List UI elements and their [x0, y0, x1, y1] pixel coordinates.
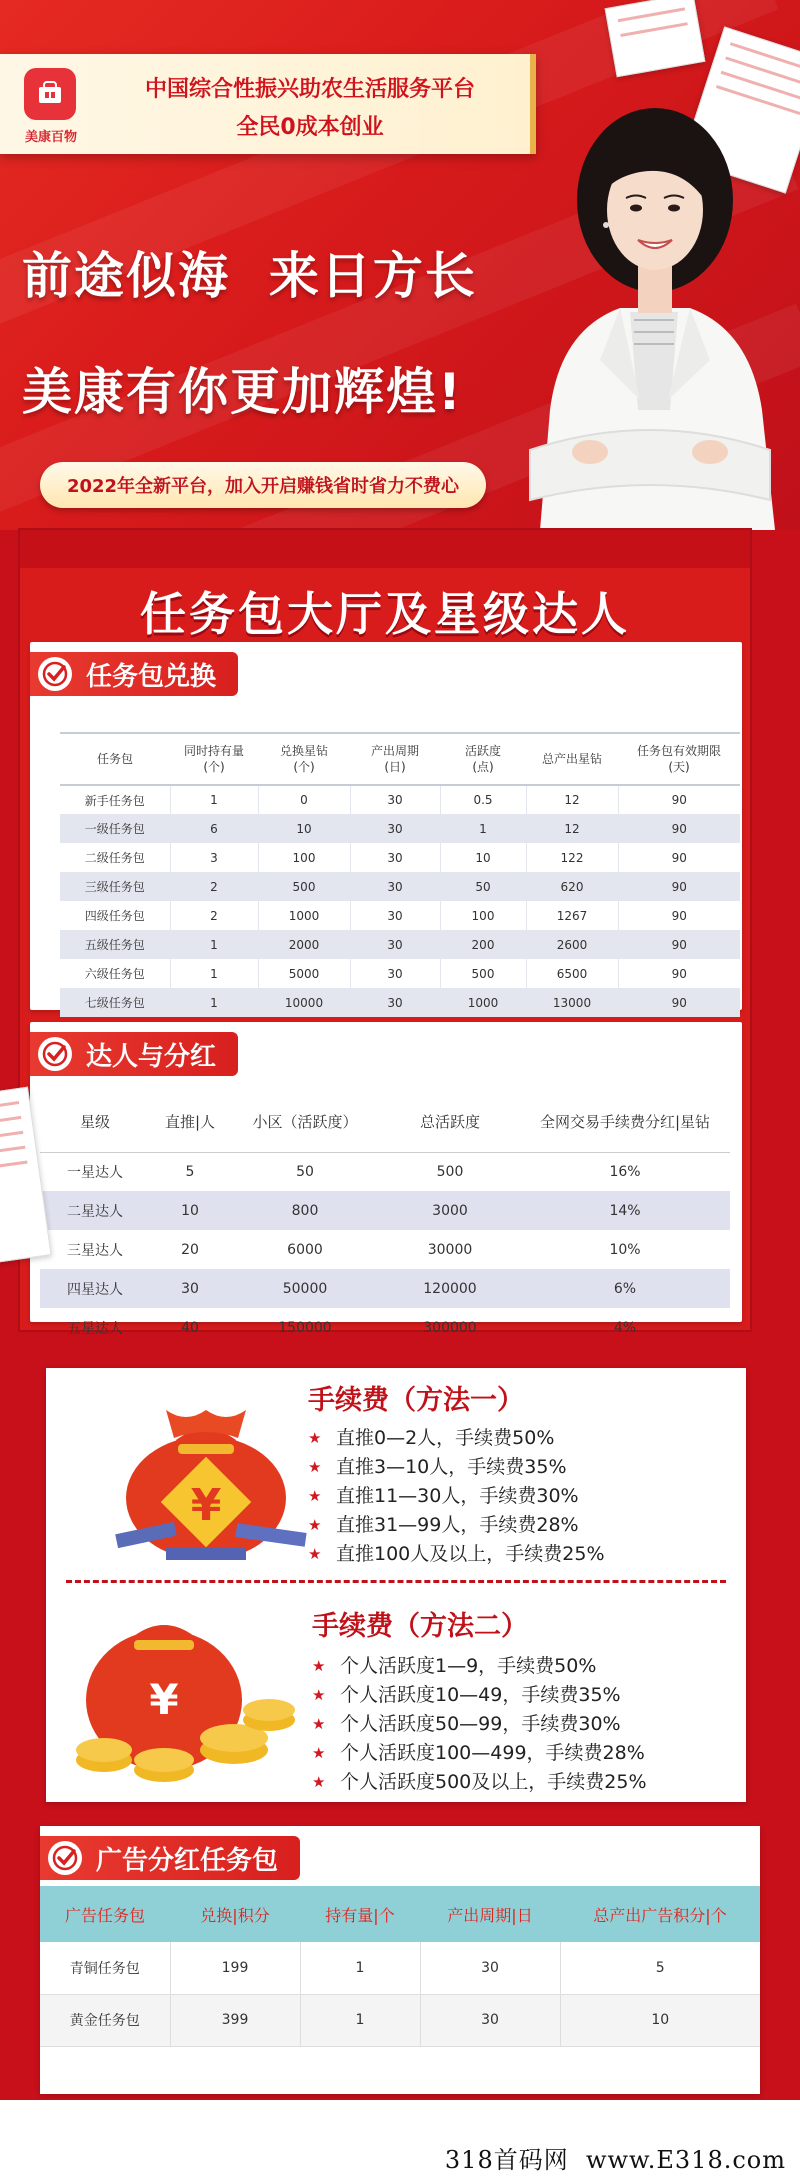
table-cell: 50	[440, 872, 526, 901]
table-cell: 黄金任务包	[40, 1994, 170, 2046]
table-cell: 二级任务包	[60, 843, 170, 872]
table-cell: 30	[350, 785, 440, 814]
table-cell: 3	[170, 843, 258, 872]
fee-item-text: 直推100人及以上，手续费25%	[336, 1543, 605, 1565]
checkmark-icon	[38, 1037, 72, 1071]
fee-item-text: 个人活跃度1—9，手续费50%	[340, 1655, 597, 1677]
column-header: 小区（活跃度）	[252, 1113, 358, 1132]
fee-item	[308, 1511, 605, 1540]
table-cell: 30	[150, 1269, 230, 1308]
table-cell: 5	[560, 1942, 760, 1994]
table-cell: 三级任务包	[60, 872, 170, 901]
table-cell: 620	[526, 872, 618, 901]
fee-item-text: 个人活跃度500及以上，手续费25%	[340, 1771, 647, 1793]
table-cell: 10	[150, 1191, 230, 1230]
star-icon: ★	[308, 1487, 322, 1505]
fee-item	[308, 1540, 605, 1569]
table-cell: 800	[230, 1191, 380, 1230]
dashed-divider	[66, 1580, 726, 1583]
column-header: 总活跃度	[419, 1113, 480, 1132]
expert-card	[30, 1022, 742, 1337]
table-cell: 2600	[526, 930, 618, 959]
column-header: 直推|人	[164, 1113, 216, 1132]
table-cell: 30	[350, 959, 440, 988]
table-cell: 14%	[520, 1191, 730, 1230]
table-row	[40, 1230, 730, 1269]
table-cell: 0	[258, 785, 350, 814]
fee-item-text: 直推0—2人，手续费50%	[336, 1427, 555, 1449]
table-cell: 一级任务包	[60, 814, 170, 843]
table-row	[40, 1152, 730, 1191]
brand-name: 美康百物	[24, 130, 77, 145]
brand-banner	[0, 54, 536, 154]
businesswoman-illustration	[500, 80, 800, 530]
table-cell: 10%	[609, 1241, 641, 1258]
table-cell: 五星达人	[67, 1320, 123, 1337]
promo-pill: 2022年全新平台，加入开启赚钱省时省力不费心	[40, 462, 486, 508]
fee-section	[46, 1368, 746, 1802]
slogan-line-2: 美康有你更加辉煌!	[22, 363, 463, 421]
table-cell: 16%	[520, 1152, 730, 1191]
table-cell: 300000	[423, 1319, 477, 1336]
table-cell: 青铜任务包	[40, 1942, 170, 1994]
fee-item	[312, 1710, 647, 1739]
table-cell: 50000	[230, 1269, 380, 1308]
fee-item	[312, 1768, 647, 1797]
table-cell: 0.5	[440, 785, 526, 814]
table-cell: 10000	[258, 988, 350, 1017]
expert-tag-label: 达人与分红	[86, 1041, 217, 1072]
table-cell: 1	[170, 959, 258, 988]
fee-item-text: 直推31—99人，手续费28%	[336, 1514, 579, 1536]
fee-item-text: 直推3—10人，手续费35%	[336, 1456, 567, 1478]
table-cell: 30	[350, 814, 440, 843]
expert-tag	[30, 1032, 238, 1076]
table-cell: 90	[671, 966, 687, 981]
star-icon: ★	[312, 1773, 326, 1791]
table-cell: 6%	[520, 1269, 730, 1308]
column-header: 活跃度 (点)	[440, 733, 526, 785]
table-cell: 1	[170, 988, 258, 1017]
table-cell: 90	[618, 814, 740, 843]
table-cell: 4%	[613, 1319, 637, 1336]
table-cell: 1267	[526, 901, 618, 930]
star-icon: ★	[308, 1458, 322, 1476]
table-cell: 200	[440, 930, 526, 959]
column-header: 全网交易手续费分红|星钻	[539, 1113, 711, 1132]
table-header-row	[40, 1092, 730, 1152]
task-package-tag	[30, 652, 238, 696]
ad-task-tag	[40, 1836, 300, 1880]
table-row	[60, 814, 740, 843]
table-row	[60, 872, 740, 901]
table-row	[40, 1942, 760, 1994]
table-cell: 三星达人	[67, 1242, 123, 1259]
table-cell: 1000	[440, 988, 526, 1017]
table-cell: 199	[170, 1942, 300, 1994]
table-cell: 12	[526, 785, 618, 814]
ad-task-tag-label: 广告分红任务包	[96, 1845, 279, 1876]
column-header: 持有量|个	[300, 1886, 420, 1942]
star-icon: ★	[312, 1686, 326, 1704]
table-cell: 20	[181, 1241, 199, 1258]
column-header: 产出周期|日	[420, 1886, 560, 1942]
table-cell: 40	[181, 1319, 199, 1336]
task-package-table	[60, 732, 740, 1017]
hall-top-band	[20, 530, 750, 568]
column-header: 同时持有量 (个)	[170, 733, 258, 785]
table-cell: 5000	[258, 959, 350, 988]
table-cell: 30000	[427, 1241, 473, 1258]
ad-task-table	[40, 1886, 760, 2047]
table-row	[60, 959, 740, 988]
table-row	[40, 1191, 730, 1230]
fee-method-2-list	[312, 1652, 647, 1797]
table-row	[60, 988, 740, 1017]
table-cell: 四星达人	[40, 1269, 150, 1308]
table-cell: 2000	[258, 930, 350, 959]
fee-method-1-title: 手续费（方法一）	[308, 1385, 524, 1416]
money-bag-icon	[96, 1388, 316, 1568]
yen-symbol: ¥	[190, 1480, 222, 1531]
table-cell: 120000	[380, 1269, 520, 1308]
table-row	[60, 785, 740, 814]
shop-cart-icon	[24, 68, 76, 120]
column-header: 产出周期 (日)	[350, 733, 440, 785]
column-header: 广告任务包	[40, 1886, 170, 1942]
fee-item-text: 个人活跃度50—99，手续费30%	[340, 1713, 621, 1735]
table-cell: 90	[618, 988, 740, 1017]
table-cell: 6500	[526, 959, 618, 988]
table-cell: 新手任务包	[60, 785, 170, 814]
table-cell: 150000	[278, 1319, 332, 1336]
fee-item	[308, 1424, 605, 1453]
star-icon: ★	[312, 1715, 326, 1733]
table-cell: 90	[618, 930, 740, 959]
platform-title: 中国综合性振兴助农生活服务平台	[144, 77, 475, 102]
watermark-text: 318首码网 www.E318.com	[444, 2146, 786, 2174]
table-row	[40, 1269, 730, 1308]
star-icon: ★	[308, 1429, 322, 1447]
checkmark-icon	[48, 1841, 82, 1875]
table-row	[60, 930, 740, 959]
column-header: 总产出广告积分|个	[560, 1886, 760, 1942]
column-header: 兑换|积分	[170, 1886, 300, 1942]
table-cell: 七级任务包	[60, 988, 170, 1017]
table-cell: 50	[230, 1152, 380, 1191]
table-cell: 122	[526, 843, 618, 872]
table-cell: 四级任务包	[60, 901, 170, 930]
table-cell: 100	[258, 843, 350, 872]
money-bag-coins-icon	[64, 1600, 304, 1790]
column-header: 任务包	[60, 733, 170, 785]
table-cell: 399	[170, 1994, 300, 2046]
hall-title: 任务包大厅及星级达人	[140, 587, 630, 641]
table-cell: 500	[440, 959, 526, 988]
star-icon: ★	[312, 1744, 326, 1762]
fee-item	[308, 1482, 605, 1511]
table-cell: 10	[440, 843, 526, 872]
table-cell: 30	[350, 901, 440, 930]
table-cell: 30	[350, 930, 440, 959]
star-icon: ★	[312, 1657, 326, 1675]
fee-item-text: 个人活跃度10—49，手续费35%	[340, 1684, 621, 1706]
table-cell: 12	[526, 814, 618, 843]
table-cell: 1	[170, 930, 258, 959]
column-header: 兑换星钻 (个)	[258, 733, 350, 785]
table-cell: 13000	[526, 988, 618, 1017]
table-cell: 5	[150, 1152, 230, 1191]
table-cell: 1	[300, 1942, 420, 1994]
table-cell: 30	[420, 1942, 560, 1994]
expert-table	[40, 1092, 730, 1347]
table-cell: 一星达人	[40, 1152, 150, 1191]
column-header: 星级	[79, 1113, 110, 1132]
table-cell: 500	[380, 1152, 520, 1191]
table-cell: 1000	[258, 901, 350, 930]
table-cell: 100	[440, 901, 526, 930]
task-hall-section	[20, 530, 750, 1337]
table-cell: 1	[440, 814, 526, 843]
table-row	[40, 1308, 730, 1347]
table-cell: 10	[258, 814, 350, 843]
yen-symbol: ¥	[149, 1675, 179, 1724]
table-cell: 1	[300, 1994, 420, 2046]
star-icon: ★	[308, 1516, 322, 1534]
table-cell: 6	[170, 814, 258, 843]
table-cell: 2	[170, 872, 258, 901]
table-cell: 六级任务包	[60, 959, 170, 988]
fee-item	[308, 1453, 605, 1482]
hero-banner	[0, 0, 800, 530]
fee-item	[312, 1652, 647, 1681]
table-cell: 2	[170, 901, 258, 930]
fee-item	[312, 1739, 647, 1768]
table-cell: 1	[170, 785, 258, 814]
table-cell: 90	[618, 872, 740, 901]
slogan-line-1: 前途似海 来日方长	[22, 247, 477, 305]
table-cell: 90	[671, 850, 687, 865]
task-package-card	[30, 642, 742, 1010]
table-cell: 90	[671, 908, 687, 923]
table-cell: 二星达人	[40, 1191, 150, 1230]
table-row	[60, 901, 740, 930]
table-cell: 500	[258, 872, 350, 901]
fee-method-1-list	[308, 1424, 605, 1569]
table-cell: 30	[350, 872, 440, 901]
table-row	[60, 843, 740, 872]
task-package-tag-label: 任务包兑换	[86, 661, 217, 692]
ad-task-section	[40, 1826, 760, 2094]
fee-item-text: 直推11—30人，手续费30%	[336, 1485, 579, 1507]
table-cell: 30	[420, 1994, 560, 2046]
table-cell: 3000	[380, 1191, 520, 1230]
table-cell: 五级任务包	[60, 930, 170, 959]
fee-method-2-title: 手续费（方法二）	[312, 1611, 528, 1642]
fee-item-text: 个人活跃度100—499，手续费28%	[340, 1742, 645, 1764]
table-cell: 6000	[287, 1241, 323, 1258]
table-cell: 90	[671, 793, 687, 807]
star-icon: ★	[308, 1545, 322, 1563]
table-header-row	[40, 1886, 760, 1942]
table-cell: 10	[560, 1994, 760, 2046]
column-header: 总产出星钻	[526, 733, 618, 785]
decor-paper	[605, 0, 706, 77]
table-cell: 30	[350, 988, 440, 1017]
platform-subtitle: 全民0成本创业	[236, 115, 384, 140]
fee-item	[312, 1681, 647, 1710]
checkmark-icon	[38, 657, 72, 691]
table-row	[40, 1994, 760, 2046]
table-cell: 30	[350, 843, 440, 872]
table-header-row	[60, 733, 740, 785]
column-header: 任务包有效期限 (天)	[618, 733, 740, 785]
